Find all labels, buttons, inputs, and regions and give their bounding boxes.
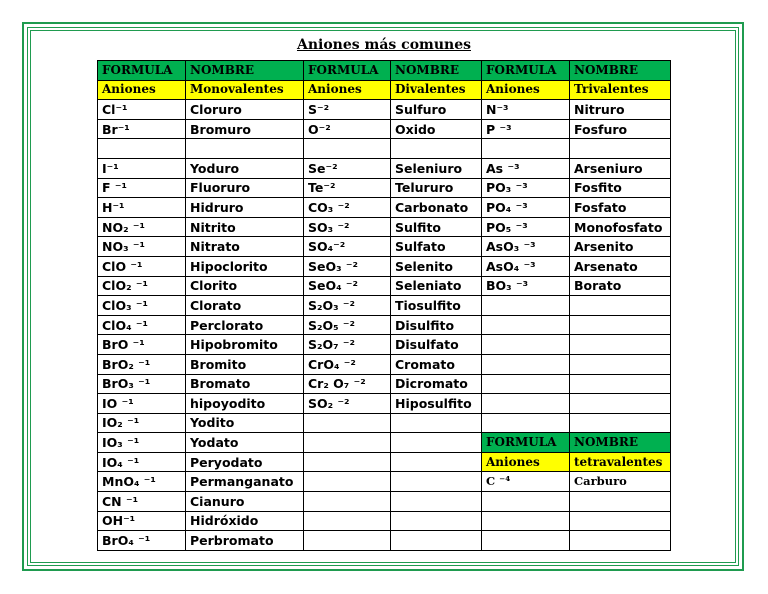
formula-cell: [304, 452, 391, 472]
formula-header: FORMULA: [304, 61, 391, 81]
formula-cell: [304, 433, 391, 453]
formula-cell: IO₃ ⁻¹: [98, 433, 186, 453]
formula-cell: [482, 354, 570, 374]
name-cell: Cianuro: [186, 492, 304, 512]
formula-cell: OH⁻¹: [98, 511, 186, 531]
name-cell: Sulfato: [391, 237, 482, 257]
name-cell: [391, 511, 482, 531]
name-cell: Arseniuro: [570, 158, 671, 178]
table-row: [98, 158, 671, 178]
formula-cell: S⁻²: [304, 100, 391, 120]
aniones-header: Aniones: [98, 80, 186, 100]
formula-cell: IO₂ ⁻¹: [98, 413, 186, 433]
formula-cell: CO₃ ⁻²: [304, 198, 391, 218]
formula-cell: PO₃ ⁻³: [482, 178, 570, 198]
formula-cell: CN ⁻¹: [98, 492, 186, 512]
table-row: [98, 198, 671, 218]
table-row: [98, 335, 671, 355]
formula-cell: N⁻³: [482, 100, 570, 120]
formula-cell: [304, 492, 391, 512]
formula-cell: BrO₃ ⁻¹: [98, 374, 186, 394]
formula-cell: H⁻¹: [98, 198, 186, 218]
table-row: [98, 433, 671, 453]
aniones-header: Aniones: [304, 80, 391, 100]
name-cell: [391, 492, 482, 512]
formula-cell: [482, 492, 570, 512]
formula-cell: P ⁻³: [482, 119, 570, 139]
formula-cell: NO₃ ⁻¹: [98, 237, 186, 257]
name-cell: NOMBRE: [570, 433, 671, 453]
name-cell: Selenito: [391, 256, 482, 276]
formula-cell: I⁻¹: [98, 158, 186, 178]
name-cell: Bromito: [186, 354, 304, 374]
formula-cell: ClO₂ ⁻¹: [98, 276, 186, 296]
formula-cell: MnO₄ ⁻¹: [98, 472, 186, 492]
table-row: [98, 354, 671, 374]
formula-cell: [304, 531, 391, 551]
formula-cell: PO₄ ⁻³: [482, 198, 570, 218]
trivalentes-header: Trivalentes: [570, 80, 671, 100]
formula-cell: BO₃ ⁻³: [482, 276, 570, 296]
name-cell: Clorito: [186, 276, 304, 296]
formula-cell: SO₃ ⁻²: [304, 217, 391, 237]
name-cell: Seleniuro: [391, 158, 482, 178]
name-cell: [570, 511, 671, 531]
name-cell: Hipoclorito: [186, 256, 304, 276]
table-row: [98, 315, 671, 335]
table-row: [98, 119, 671, 139]
name-cell: Hidróxido: [186, 511, 304, 531]
name-cell: Oxido: [391, 119, 482, 139]
name-cell: Seleniato: [391, 276, 482, 296]
table-row: [98, 492, 671, 512]
name-cell: Peryodato: [186, 452, 304, 472]
name-cell: [570, 354, 671, 374]
table-row: [98, 472, 671, 492]
formula-cell: [482, 139, 570, 159]
table-row: [98, 394, 671, 414]
name-cell: [570, 531, 671, 551]
formula-cell: [482, 335, 570, 355]
formula-cell: ClO₄ ⁻¹: [98, 315, 186, 335]
name-cell: Permanganato: [186, 472, 304, 492]
table-row: [98, 178, 671, 198]
name-cell: Disulfato: [391, 335, 482, 355]
formula-cell: FORMULA: [482, 433, 570, 453]
name-cell: [391, 452, 482, 472]
name-cell: [391, 139, 482, 159]
formula-cell: SO₂ ⁻²: [304, 394, 391, 414]
name-cell: [391, 433, 482, 453]
formula-cell: S₂O₇ ⁻²: [304, 335, 391, 355]
table-row: [98, 100, 671, 120]
formula-cell: AsO₄ ⁻³: [482, 256, 570, 276]
name-cell: Nitrito: [186, 217, 304, 237]
formula-cell: BrO₂ ⁻¹: [98, 354, 186, 374]
name-cell: Disulfito: [391, 315, 482, 335]
formula-cell: [482, 296, 570, 316]
name-cell: [570, 315, 671, 335]
name-cell: Hiposulfito: [391, 394, 482, 414]
name-cell: [391, 413, 482, 433]
name-cell: Bromato: [186, 374, 304, 394]
formula-cell: Cl⁻¹: [98, 100, 186, 120]
name-cell: [570, 394, 671, 414]
name-cell: Carburo: [570, 472, 671, 492]
formula-cell: S₂O₅ ⁻²: [304, 315, 391, 335]
formula-header: FORMULA: [98, 61, 186, 81]
page-title: Aniones más comunes: [296, 37, 471, 53]
formula-cell: [482, 413, 570, 433]
formula-cell: IO₄ ⁻¹: [98, 452, 186, 472]
formula-cell: Aniones: [482, 452, 570, 472]
header-row-yellow: [98, 80, 671, 100]
formula-cell: C ⁻⁴: [482, 472, 570, 492]
formula-cell: Te⁻²: [304, 178, 391, 198]
formula-header: FORMULA: [482, 61, 570, 81]
name-cell: [570, 335, 671, 355]
formula-cell: O⁻²: [304, 119, 391, 139]
name-cell: Sulfuro: [391, 100, 482, 120]
table-row: [98, 256, 671, 276]
table-row: [98, 276, 671, 296]
formula-cell: BrO₄ ⁻¹: [98, 531, 186, 551]
divalentes-header: Divalentes: [391, 80, 482, 100]
name-cell: Yodito: [186, 413, 304, 433]
formula-cell: Cr₂ O₇ ⁻²: [304, 374, 391, 394]
name-cell: Telururo: [391, 178, 482, 198]
formula-cell: NO₂ ⁻¹: [98, 217, 186, 237]
nombre-header: NOMBRE: [570, 61, 671, 81]
formula-cell: SeO₃ ⁻²: [304, 256, 391, 276]
formula-cell: [304, 139, 391, 159]
name-cell: Bromuro: [186, 119, 304, 139]
formula-cell: [98, 139, 186, 159]
formula-cell: PO₅ ⁻³: [482, 217, 570, 237]
formula-cell: [304, 511, 391, 531]
nombre-header: NOMBRE: [391, 61, 482, 81]
name-cell: [570, 413, 671, 433]
table-row: [98, 237, 671, 257]
name-cell: Fosfito: [570, 178, 671, 198]
table-row: [98, 374, 671, 394]
formula-cell: [482, 315, 570, 335]
formula-cell: [482, 394, 570, 414]
table-row: [98, 413, 671, 433]
table-row: [98, 296, 671, 316]
nombre-header: NOMBRE: [186, 61, 304, 81]
name-cell: Sulfito: [391, 217, 482, 237]
name-cell: Perbromato: [186, 531, 304, 551]
name-cell: Clorato: [186, 296, 304, 316]
name-cell: Tiosulfito: [391, 296, 482, 316]
header-row-green: [98, 61, 671, 81]
name-cell: [391, 472, 482, 492]
name-cell: [570, 139, 671, 159]
name-cell: Nitruro: [570, 100, 671, 120]
monovalentes-header: Monovalentes: [186, 80, 304, 100]
name-cell: Cloruro: [186, 100, 304, 120]
name-cell: [570, 492, 671, 512]
formula-cell: [304, 472, 391, 492]
formula-cell: As ⁻³: [482, 158, 570, 178]
formula-cell: ClO₃ ⁻¹: [98, 296, 186, 316]
formula-cell: AsO₃ ⁻³: [482, 237, 570, 257]
formula-cell: F ⁻¹: [98, 178, 186, 198]
name-cell: tetravalentes: [570, 452, 671, 472]
name-cell: Yoduro: [186, 158, 304, 178]
name-cell: Carbonato: [391, 198, 482, 218]
name-cell: [570, 296, 671, 316]
name-cell: Fosfato: [570, 198, 671, 218]
formula-cell: [482, 374, 570, 394]
name-cell: Fluoruro: [186, 178, 304, 198]
table-row: [98, 217, 671, 237]
name-cell: [391, 531, 482, 551]
anions-table: [97, 60, 671, 551]
formula-cell: [482, 531, 570, 551]
name-cell: Hipobromito: [186, 335, 304, 355]
formula-cell: SO₄⁻²: [304, 237, 391, 257]
name-cell: Perclorato: [186, 315, 304, 335]
formula-cell: [304, 413, 391, 433]
name-cell: Cromato: [391, 354, 482, 374]
table-row: [98, 452, 671, 472]
formula-cell: ClO ⁻¹: [98, 256, 186, 276]
name-cell: Dicromato: [391, 374, 482, 394]
name-cell: hipoyodito: [186, 394, 304, 414]
name-cell: Monofosfato: [570, 217, 671, 237]
formula-cell: BrO ⁻¹: [98, 335, 186, 355]
name-cell: Borato: [570, 276, 671, 296]
table-row: [98, 139, 671, 159]
formula-cell: Se⁻²: [304, 158, 391, 178]
formula-cell: SeO₄ ⁻²: [304, 276, 391, 296]
name-cell: Fosfuro: [570, 119, 671, 139]
name-cell: Yodato: [186, 433, 304, 453]
name-cell: Nitrato: [186, 237, 304, 257]
table-row: [98, 511, 671, 531]
formula-cell: Br⁻¹: [98, 119, 186, 139]
name-cell: Arsenito: [570, 237, 671, 257]
name-cell: [186, 139, 304, 159]
name-cell: Hidruro: [186, 198, 304, 218]
formula-cell: IO ⁻¹: [98, 394, 186, 414]
formula-cell: [482, 511, 570, 531]
name-cell: Arsenato: [570, 256, 671, 276]
name-cell: [570, 374, 671, 394]
aniones-header: Aniones: [482, 80, 570, 100]
formula-cell: S₂O₃ ⁻²: [304, 296, 391, 316]
table-row: [98, 531, 671, 551]
formula-cell: CrO₄ ⁻²: [304, 354, 391, 374]
